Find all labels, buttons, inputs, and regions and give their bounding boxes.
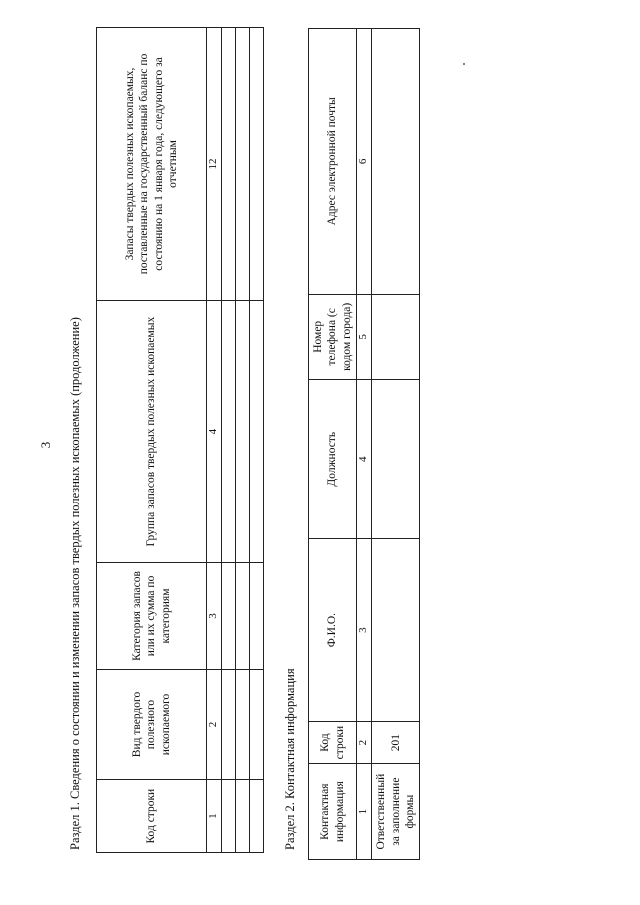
header-position: Должность (309, 379, 357, 539)
column-number: 3 (207, 563, 222, 669)
column-number: 4 (207, 300, 222, 562)
section2-table (308, 28, 420, 860)
header-code: Код строки (97, 780, 207, 853)
column-number: 4 (357, 379, 372, 539)
responsible-code: 201 (372, 721, 420, 764)
responsible-label: Ответственный за заполнение формы (372, 764, 420, 860)
column-number: 1 (207, 780, 222, 853)
section1-title: Раздел 1. Сведения о состоянии и изменении запасов твердых полезных ископаемых (продолжение) (68, 317, 82, 850)
header-phone: Номер телефона (с кодом города) (309, 294, 357, 379)
section2-title: Раздел 2. Контактная информация (283, 668, 297, 850)
header-reserve-category: Категория запасов или их сумма по категориям (97, 563, 207, 669)
page-number: 3 (38, 441, 53, 449)
header-full-name: Ф.И.О. (309, 539, 357, 721)
column-number: 2 (357, 721, 372, 764)
section1-table (96, 27, 264, 853)
header-reserve-group: Группа запасов твердых полезных ископаемых (97, 300, 207, 562)
empty-row (222, 28, 236, 853)
header-email: Адрес электронной почты (309, 29, 357, 295)
header-mineral-type: Вид твердого полезного ископаемого (97, 669, 207, 780)
header-row-code: Код строки (309, 721, 357, 764)
column-number: 1 (357, 764, 372, 860)
header-reserves-balance: Запасы твердых полезных ископаемых, поставленные на государственный баланс по состоянию на 1 января года, следующего за отчетным (97, 28, 207, 301)
column-number: 6 (357, 29, 372, 295)
full-name-cell (372, 539, 420, 721)
column-number: 12 (207, 28, 222, 301)
empty-row (250, 28, 264, 853)
email-cell (372, 29, 420, 295)
column-numbers-row (357, 29, 372, 860)
column-number: 3 (357, 539, 372, 721)
empty-row (236, 28, 250, 853)
phone-cell (372, 294, 420, 379)
table-row (372, 29, 420, 860)
header-contact-info: Контактная информация (309, 764, 357, 860)
column-number: 2 (207, 669, 222, 780)
column-numbers-row (207, 28, 222, 853)
column-number: 5 (357, 294, 372, 379)
scan-speck (463, 63, 465, 65)
position-cell (372, 379, 420, 539)
